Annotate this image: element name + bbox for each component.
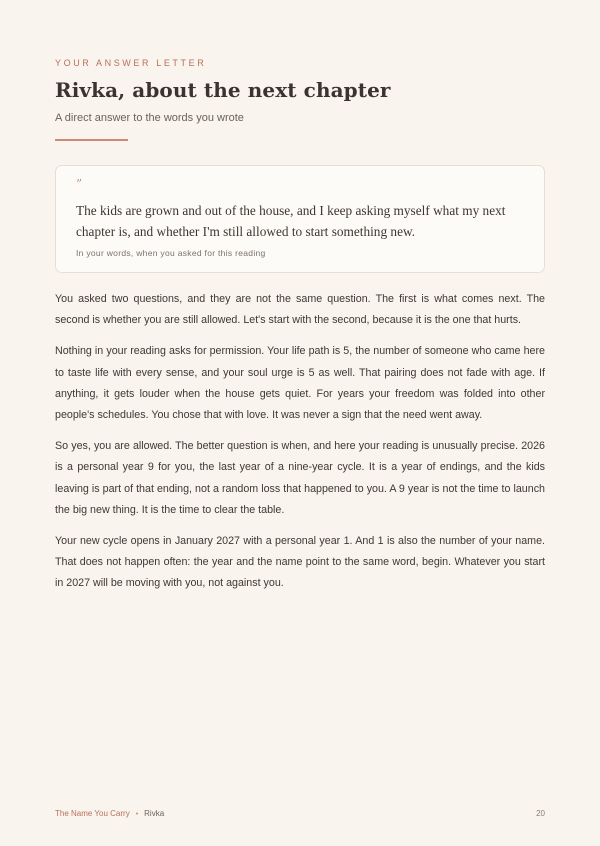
page-title: Rivka, about the next chapter <box>55 78 391 102</box>
body-paragraph: Nothing in your reading asks for permission. Your life path is 5, the number of someone who came here to taste life with every sense, and your soul urge is 5 as well. That pairing does not fade with age. If anything, it gets louder when the house gets quiet. For years your freedom was folded into other people's schedules. You chose that with love. It was never a sign that the need went away. <box>55 345 545 422</box>
footer-separator-icon: • <box>135 811 139 818</box>
letter-body <box>55 289 545 605</box>
body-paragraph: Your new cycle opens in January 2027 with a personal year 1. And 1 is also the number of your name. That does not happen often: the year and the name point to the same word, begin. Whatever you start in 2027 will be moving with you, not against you. <box>55 535 545 590</box>
page-subtitle: A direct answer to the words you wrote <box>55 112 244 124</box>
footer-name: Rivka <box>144 809 165 818</box>
quote-mark-icon: ” <box>76 177 83 191</box>
page-number: 20 <box>536 809 545 818</box>
quote-text: The kids are grown and out of the house, and I keep asking myself what my next chapter is, and whether I'm still allowed to start something new. <box>76 203 506 239</box>
quote-caption: In your words, when you asked for this reading <box>76 248 266 258</box>
footer-book-title: The Name You Carry <box>55 809 130 818</box>
section-eyebrow: YOUR ANSWER LETTER <box>55 58 207 68</box>
title-divider <box>55 139 128 141</box>
body-paragraph: So yes, you are allowed. The better question is when, and here your reading is unusually precise. 2026 is a personal year 9 for you, the last year of a nine-year cycle. It is a year of endings, and the kids leaving is part of that ending, not a random loss that happened to you. A 9 year is not the time to launch the big new thing. It is the time to clear the table. <box>55 440 545 516</box>
quote-card <box>55 165 545 273</box>
body-paragraph: You asked two questions, and they are not the same question. The first is what comes next. The second is whether you are still allowed. Let's start with the second, because it is the one that hurts. <box>55 293 545 327</box>
footer-book-info <box>55 809 164 818</box>
